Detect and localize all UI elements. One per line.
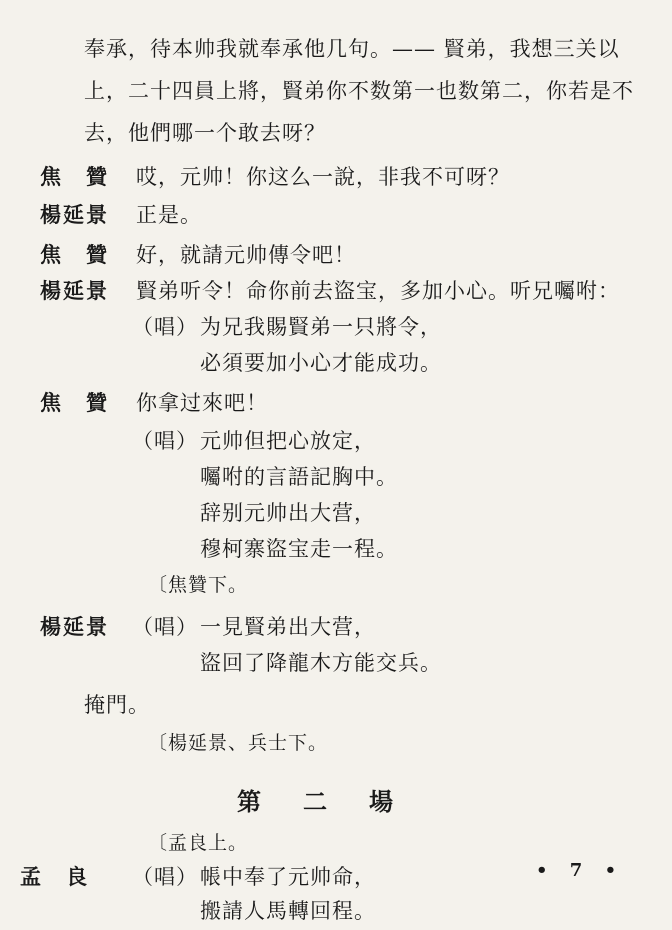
spoken-text: 好，就請元帅傳令吧！ xyxy=(136,243,356,267)
sing-marker: （唱） xyxy=(132,315,198,339)
spoken-text: 賢弟听令！命你前去盜宝，多加小心。听兄囑咐： xyxy=(136,279,620,303)
script-page: 奉承，待本帅我就奉承他几句。—— 賢弟，我想三关以 上，二十四員上將，賢弟你不数第一也数第二，你若是不 去，他們哪一个敢去呀？ 焦 贊 哎，元帅！你这么一說，非我不可呀？ 楊延景 正是。 焦 贊 好，就請元帅傳令吧！ 楊延景 賢弟听令！命你前去盜宝，多加小心。听兄囑咐： （唱） 为兄我賜賢弟一只將令， 必須要加小心才能成功。 焦 贊 你拿过來吧！ （唱） 元帅但把心放定， 囑咐的言語記胸中。 辞别元帅出大营， 穆柯寨盜宝走一程。 〔焦贊下。 楊延景 （唱） 一見賢弟出大营， 盜回了降龍木方能交兵。 掩門。 〔楊延景、兵士下。 第二場 〔孟良上。 孟 良 （唱） 帳中奉了元帅命， 搬請人馬轉回程。 • 7 • xyxy=(0,0,672,930)
lyric: 盜回了降龍木方能交兵。 xyxy=(200,651,442,675)
spoken-text: 你拿过來吧！ xyxy=(136,391,268,415)
sing-marker: （唱） xyxy=(132,429,198,453)
page-number: • 7 • xyxy=(536,860,625,881)
stage-direction: 〔焦贊下。 xyxy=(148,574,249,596)
speaker-name: 楊延景 xyxy=(40,202,109,227)
closing-text: 掩門。 xyxy=(84,693,150,717)
speaker-name: 楊延景 xyxy=(40,278,109,303)
speaker-name: 楊延景 xyxy=(40,614,109,639)
speaker-name: 焦 贊 xyxy=(40,164,109,189)
lyric: 囑咐的言語記胸中。 xyxy=(200,465,398,489)
speaker-name: 焦 贊 xyxy=(40,242,109,267)
scene-title: 第二場 xyxy=(237,787,435,816)
spoken-text: 哎，元帅！你这么一說，非我不可呀？ xyxy=(136,165,510,189)
stage-direction: 〔楊延景、兵士下。 xyxy=(148,732,329,754)
lyric: 帳中奉了元帅命， xyxy=(200,865,376,889)
sing-marker: （唱） xyxy=(132,615,198,639)
lyric: 搬請人馬轉回程。 xyxy=(200,899,376,923)
lyric: 元帅但把心放定， xyxy=(200,429,376,453)
lyric: 穆柯寨盜宝走一程。 xyxy=(200,537,398,561)
speaker-name: 焦 贊 xyxy=(40,390,109,415)
lyric: 必須要加小心才能成功。 xyxy=(200,351,442,375)
speaker-name: 孟 良 xyxy=(20,864,89,889)
sing-marker: （唱） xyxy=(132,865,198,889)
stage-direction: 〔孟良上。 xyxy=(148,832,249,854)
lyric: 一見賢弟出大营， xyxy=(200,615,376,639)
lyric: 为兄我賜賢弟一只將令， xyxy=(200,315,442,339)
spoken-text: 正是。 xyxy=(136,203,202,227)
lyric: 辞别元帅出大营， xyxy=(200,501,376,525)
